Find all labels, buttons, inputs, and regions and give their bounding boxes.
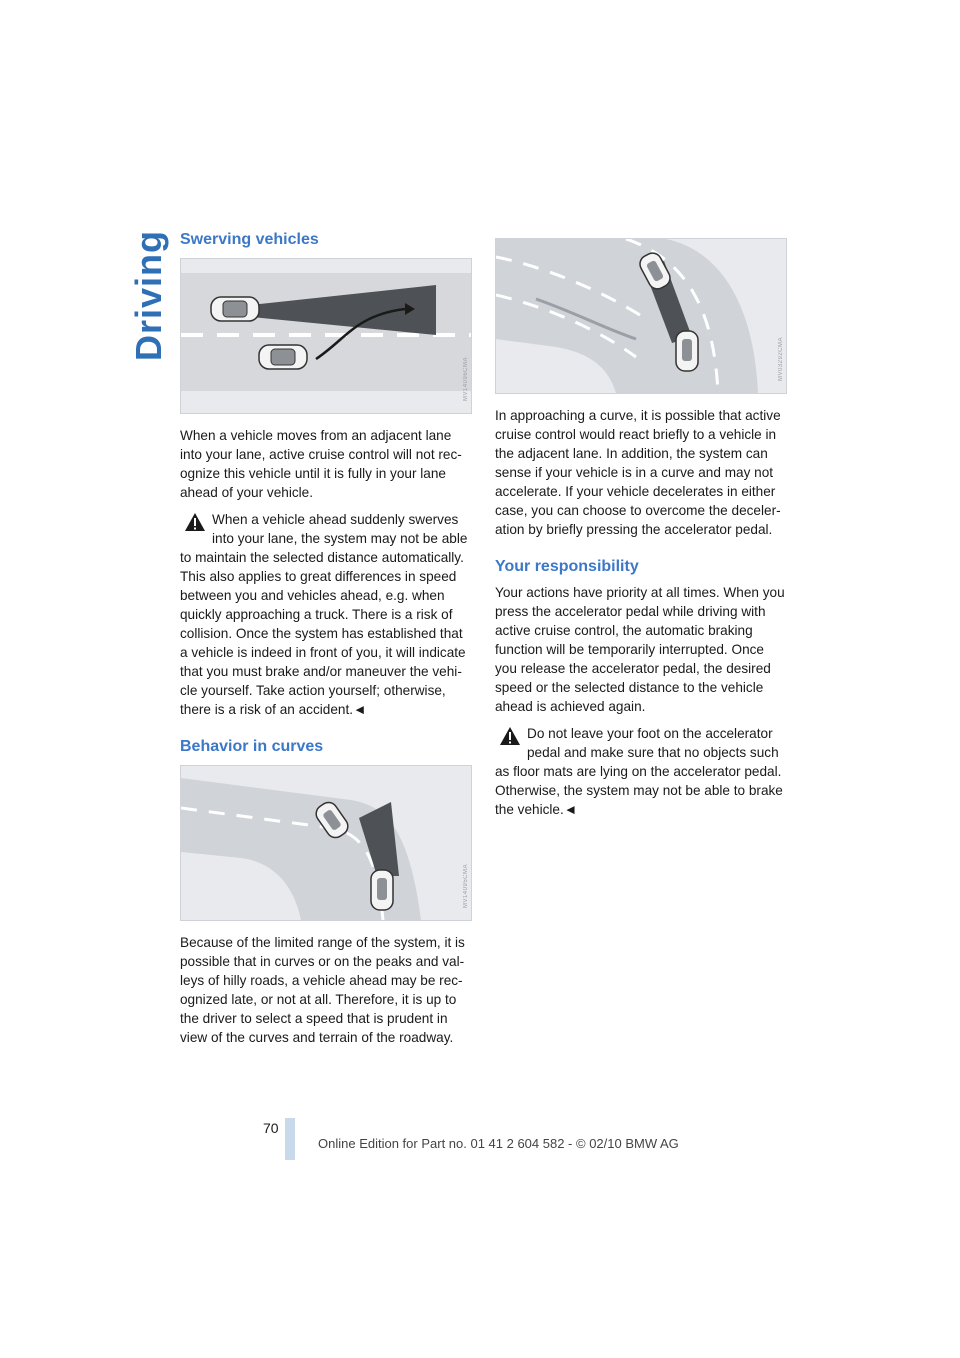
figure-behavior-in-curves (180, 765, 472, 921)
curve-illustration (181, 766, 471, 920)
edition-footer: Online Edition for Part no. 01 41 2 604 582 - © 02/10 BMW AG (318, 1136, 679, 1151)
figure-code: MV03292CMA (778, 336, 784, 381)
warning-swerving-first: When a vehicle ahead suddenly swerves into your lane, the system may not be able (212, 512, 468, 546)
section-tab: Driving (128, 230, 169, 362)
warning-responsibility-rest: as floor mats are lying on the accelerator pedal. Otherwise, the system may not be able to brake the vehicle.◄ (495, 764, 783, 817)
figure-code: MV14096CMA (463, 356, 469, 401)
heading-behavior-in-curves: Behavior in curves (180, 738, 324, 755)
footer-bar (285, 1118, 295, 1160)
page-number: 70 (263, 1120, 279, 1136)
swerving-body: When a vehicle moves from an adjacent lane into your lane, active cruise control will not rec-ognize this vehicle until it is fully in your lane ahead of your vehicle. (180, 428, 462, 500)
figure-code: MV14095CMA (463, 863, 469, 908)
warning-swerving-rest: to maintain the selected distance automatically. This also applies to great differences in speed between you and vehicles ahead, e.g. when quickly approaching a truck. There is a risk of collision. Once the system has established that a vehicle is indeed in front of you, it will indicate that you must brake and/or maneuver the vehi-cle yourself. Take action yourself; otherwise, there is a risk of an accident.◄ (180, 550, 466, 717)
warning-responsibility-first: Do not leave your foot on the accelerator pedal and make sure that no objects such (527, 726, 779, 760)
warning-responsibility (495, 724, 787, 819)
heading-swerving-vehicles: Swerving vehicles (180, 231, 319, 248)
warning-triangle-icon (184, 512, 206, 532)
right-column (495, 238, 787, 819)
curves-body: Because of the limited range of the system, it is possible that in curves or on the peaks and val-leys of hilly roads, a vehicle ahead may be rec-ognized late, or not at all. Therefore, it is up to the driver to select a speed that is prudent in view of the curves and terrain of the roadway. (180, 935, 465, 1045)
heading-your-responsibility: Your responsibility (495, 558, 639, 575)
warning-triangle-icon (499, 726, 521, 746)
figure-swerving-vehicles (180, 258, 472, 414)
responsibility-body: Your actions have priority at all times. When you press the accelerator pedal while driving with active cruise control, the automatic braking function will be temporarily interrupted. Once you release the accelerator pedal, the desired speed or the selected distance to the vehicle ahead is achieved again. (495, 585, 785, 714)
warning-swerving (180, 510, 472, 719)
figure-approaching-curve (495, 238, 787, 394)
swerving-illustration (181, 259, 471, 413)
approaching-curve-illustration (496, 239, 786, 393)
left-column (180, 230, 472, 1047)
approach-body: In approaching a curve, it is possible that active cruise control would react briefly to a vehicle in the adjacent lane. In addition, the system can sense if your vehicle is in a curve and may not accelerate. If your vehicle decelerates in either case, you can choose to overcome the deceler-ation by briefly pressing the accelerator pedal. (495, 408, 781, 537)
